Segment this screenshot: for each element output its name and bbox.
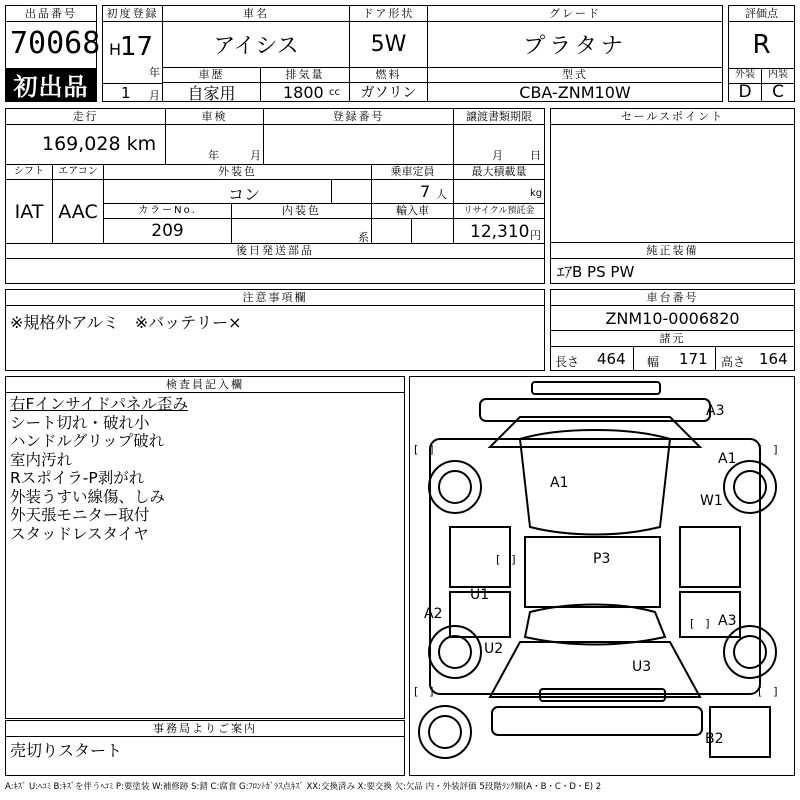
reg-month: 1 — [121, 84, 131, 101]
color-cell — [104, 180, 332, 204]
ac-label: エアコン — [53, 165, 104, 180]
inspector-line: 右Fインサイドパネル歪み — [10, 395, 189, 413]
car-outline-diagram — [410, 377, 794, 775]
sales-label: セールスポイント — [551, 109, 794, 125]
later-parts-label: 後日発送部品 — [6, 244, 544, 259]
intcolor-cell — [232, 219, 372, 244]
import-a — [372, 219, 412, 244]
genuine-label: 純正装備 — [551, 242, 794, 259]
inspector-line: 室内汚れ — [10, 450, 73, 469]
later-parts-value — [6, 259, 544, 283]
mileage-label: 走行 — [6, 109, 166, 125]
model-label: 型式 — [428, 68, 722, 83]
recycle-fee: 12,310 — [470, 222, 530, 242]
intcolor-unit: 系 — [358, 231, 369, 244]
first-listing-badge: 初出品 — [6, 68, 96, 101]
mileage: 169,028 km — [42, 133, 157, 155]
chassis-label: 車台番号 — [551, 290, 794, 306]
door-label: ドア形状 — [350, 6, 428, 22]
doc-month-unit: 月 — [492, 149, 503, 162]
bracket-mark: [ ] — [758, 685, 778, 698]
color: コン — [228, 185, 261, 204]
damage-mark: A2 — [424, 606, 443, 622]
notes-text: ※規格外アルミ ※バッテリー× — [10, 313, 242, 332]
pass-cell — [372, 180, 454, 204]
reg-label: 初度登録 — [103, 6, 163, 22]
reg-era: H — [109, 40, 122, 59]
load-unit: kg — [530, 188, 543, 199]
passengers-unit: 人 — [436, 188, 447, 201]
genuine-equipment: ｴｱB PS PW — [557, 263, 635, 281]
car-diagram — [409, 376, 795, 776]
score-box — [728, 5, 795, 102]
score-label: 評価点 — [729, 6, 794, 22]
import-label: 輸入車 — [372, 204, 454, 219]
chassis-box — [550, 289, 795, 371]
damage-mark: U3 — [632, 659, 652, 675]
recycle-unit: 円 — [530, 229, 541, 242]
recycle-label: リサイクル預託金 — [454, 204, 544, 219]
width: 171 — [679, 350, 708, 368]
inspector-box — [5, 376, 405, 719]
regno-label: 登録番号 — [264, 109, 454, 125]
history-label: 車歴 — [163, 68, 261, 83]
height: 164 — [759, 350, 788, 368]
passengers: 7 — [420, 182, 431, 201]
dim-divider-2 — [715, 347, 716, 370]
int-label: 内装 — [762, 68, 794, 84]
dimensions-row — [551, 347, 794, 370]
bracket-mark: [ ] — [414, 685, 434, 698]
inspector-line: Rスポイラ-P剥がれ — [10, 469, 145, 487]
load-label: 最大積載量 — [454, 165, 544, 180]
door-type: 5W — [350, 22, 428, 68]
displacement: 1800 — [283, 83, 324, 101]
spec-label: 諸元 — [551, 331, 794, 347]
width-label: 幅 — [647, 355, 660, 369]
inspector-line: 外天張モニター取付 — [10, 506, 150, 524]
damage-mark: P3 — [593, 551, 611, 567]
ac: AAC — [53, 180, 104, 244]
bracket-mark: [ ] — [690, 617, 710, 630]
history: 自家用 — [163, 83, 261, 101]
ext-label: 外装 — [729, 68, 762, 84]
int-score: C — [772, 82, 784, 102]
grade-label: グレード — [428, 6, 722, 22]
mileage-cell — [6, 125, 166, 165]
fuel-label: 燃料 — [350, 68, 428, 83]
disp-label: 排気量 — [261, 68, 350, 83]
reg-year: 17 — [120, 32, 154, 62]
score: R — [729, 22, 794, 69]
inspector-lines — [10, 395, 188, 543]
bracket-mark: [ ] — [496, 553, 516, 566]
chassis-number: ZNM10-0006820 — [551, 306, 794, 331]
bracket-mark: [ ] — [414, 443, 434, 456]
doc-label: 譲渡書類期限 — [454, 109, 544, 125]
recycle-cell — [454, 219, 544, 244]
regno-value — [264, 125, 454, 165]
reg-month-cell — [103, 84, 163, 101]
legend: A:ｷｽﾞ U:ﾍｺﾐ B:ｷｽﾞを伴うﾍｺﾐ P:要塗装 W:補修跡 S:錆 C:腐食 G:ﾌﾛﾝﾄｶﾞﾗｽ点ｷｽﾞ XX:交換済み X:要交換 欠:欠品 内・外装評価 5段階ﾗﾝｸ順(A・B・C・D・E) 2 — [5, 782, 602, 792]
reg-year-unit: 年 — [149, 66, 160, 79]
inspector-label: 検査員記入欄 — [6, 377, 404, 393]
disp-cell — [261, 83, 350, 101]
vehicle-info-grid — [102, 5, 723, 102]
ext-score: D — [729, 83, 762, 101]
displacement-unit: cc — [329, 87, 340, 98]
damage-mark: A1 — [718, 451, 737, 467]
color-label: 外装色 — [104, 165, 372, 180]
grade: プラタナ — [428, 22, 722, 68]
name-label: 車名 — [163, 6, 350, 22]
mileage-grid — [5, 108, 545, 284]
color-blank — [332, 180, 372, 204]
damage-mark: A1 — [550, 475, 569, 491]
sales-box — [550, 108, 795, 284]
notes-box — [5, 289, 545, 371]
inspect-label: 車検 — [166, 109, 264, 125]
office-text: 売切りスタート — [10, 741, 123, 760]
inspector-line: 外装うすい線傷、しみ — [10, 487, 166, 506]
model-code: CBA-ZNM10W — [519, 83, 631, 101]
lot-number-label: 出品番号 — [6, 6, 96, 22]
colorno-label: カラーNo. — [104, 204, 232, 219]
load-cell — [454, 180, 544, 204]
office-label: 事務局よりご案内 — [6, 721, 404, 737]
office-box — [5, 720, 405, 776]
inspect-cell — [166, 125, 264, 165]
shift: IAT — [6, 180, 53, 244]
damage-mark: W1 — [700, 493, 723, 509]
inspect-year-unit: 年 — [208, 149, 219, 162]
damage-mark: A3 — [706, 403, 725, 419]
pass-label: 乗車定員 — [372, 165, 454, 180]
doc-day-unit: 日 — [530, 149, 541, 162]
length: 464 — [597, 350, 626, 368]
inspector-line: スタッドレスタイヤ — [10, 524, 149, 543]
reg-month-unit: 月 — [149, 89, 160, 101]
inspector-line: シート切れ・破れ小 — [10, 413, 150, 432]
intcolor-label: 内装色 — [232, 204, 372, 219]
inspect-month-unit: 月 — [250, 149, 261, 162]
lot-number: 70068 — [10, 26, 101, 61]
damage-mark: U2 — [484, 641, 504, 657]
damage-mark: A3 — [718, 613, 737, 629]
length-label: 長さ — [555, 355, 580, 369]
bracket-mark: [ ] — [758, 443, 778, 456]
shift-label: シフト — [6, 165, 53, 180]
import-b — [412, 219, 454, 244]
dim-divider-1 — [633, 347, 634, 370]
car-name: アイシス — [163, 22, 350, 68]
color-number: 209 — [104, 219, 232, 244]
doc-cell — [454, 125, 544, 165]
lot-number-box — [5, 5, 101, 102]
reg-year-cell — [103, 22, 163, 84]
height-label: 高さ — [721, 355, 746, 369]
damage-mark: U1 — [470, 587, 490, 603]
notes-label: 注意事項欄 — [6, 290, 544, 306]
inspector-line: ハンドルグリップ破れ — [10, 432, 165, 450]
fuel: ガソリン — [350, 83, 428, 101]
damage-mark: B2 — [705, 731, 724, 747]
